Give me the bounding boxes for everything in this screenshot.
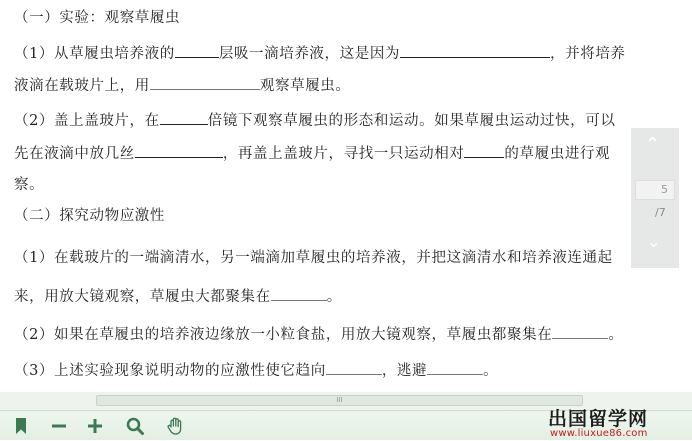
text-run: 察。 [14, 177, 45, 193]
section-title [14, 8, 180, 28]
text-run: 先在液滴中放几丝 [14, 146, 135, 162]
section-title [14, 206, 165, 226]
answer-blank [135, 142, 223, 158]
answer-blank [150, 74, 260, 90]
scrollbar-thumb[interactable] [96, 395, 583, 406]
text-run: （2）如果在草履虫的培养液边缘放一小粒食盐，用放大镜观察，草履虫都聚集在 [14, 327, 553, 343]
text-run: 液滴在载玻片上，用 [14, 78, 150, 94]
text-run: 。 [326, 289, 342, 305]
answer-blank [160, 109, 208, 125]
text-run: （3）上述实验现象说明动物的应激性使它趋向 [14, 363, 326, 379]
chevron-down-icon[interactable]: ⌄ [647, 232, 661, 251]
section-title-text: （二）探究动物应激性 [14, 208, 165, 224]
paragraph-line [14, 175, 44, 195]
paragraph-line [14, 359, 498, 381]
hand-pan-icon[interactable] [164, 415, 186, 437]
text-run: 观察草履虫。 [259, 78, 351, 94]
answer-blank [552, 323, 608, 339]
answer-blank [400, 42, 550, 58]
paragraph-line [14, 285, 342, 307]
paragraph-line [14, 323, 623, 345]
page-navigator [631, 128, 679, 268]
bookmark-icon[interactable] [10, 415, 32, 437]
answer-blank [271, 285, 327, 301]
paragraph-line [14, 74, 351, 96]
text-run: ，再盖上盖玻片，寻找一只运动相对 [222, 146, 465, 162]
paragraph-line [14, 42, 626, 64]
site-watermark [546, 404, 686, 439]
text-run: 倍镜下观察草履虫的形态和运动。如果草履虫运动过快，可以 [207, 113, 616, 129]
paragraph-line [14, 142, 610, 164]
paragraph-line [14, 248, 613, 268]
zoom-in-icon[interactable] [84, 415, 106, 437]
answer-blank [326, 359, 382, 375]
text-run: （1）在载玻片的一端滴清水，另一端滴加草履虫的培养液，并把这滴清水和培养液连通起 [14, 250, 613, 266]
search-icon[interactable] [124, 415, 146, 437]
scrollbar-grip: III [336, 396, 343, 404]
text-run: （2）盖上盖玻片，在 [14, 113, 160, 129]
section-title-text: （一）实验：观察草履虫 [14, 10, 181, 26]
zoom-out-icon[interactable] [48, 415, 70, 437]
brand-name: 出国留学网 [548, 408, 649, 430]
paragraph-line [14, 109, 615, 131]
page-number-input[interactable]: 5 [635, 180, 675, 200]
brand-url: www.liuxue86.com [550, 428, 648, 439]
answer-blank [427, 359, 483, 375]
text-run: ，并将培养 [550, 46, 626, 62]
answer-blank [464, 142, 504, 158]
text-run: （1）从草履虫培养液的 [14, 46, 175, 62]
text-run: 。 [483, 363, 499, 379]
text-run: ，逃避 [381, 363, 428, 379]
answer-blank [175, 42, 219, 58]
text-run: 。 [608, 327, 624, 343]
chevron-up-icon[interactable]: ⌃ [645, 134, 661, 155]
text-run: 层吸一滴培养液，这是因为 [218, 46, 401, 62]
text-run: 来，用放大镜观察，草履虫大都聚集在 [14, 289, 271, 305]
total-pages: /7 [655, 206, 666, 219]
text-run: 的草履虫进行观 [504, 146, 611, 162]
